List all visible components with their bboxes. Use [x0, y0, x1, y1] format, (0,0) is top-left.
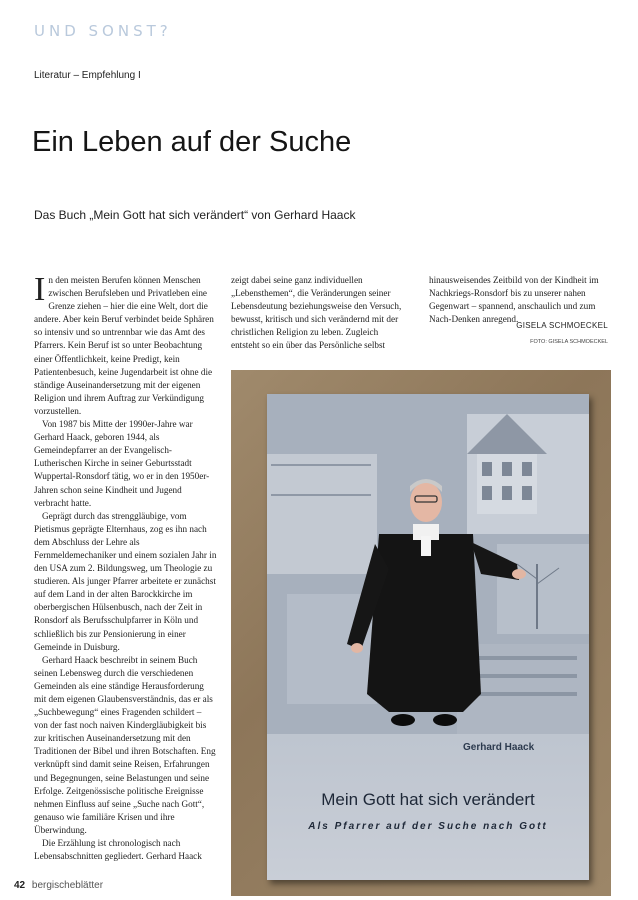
article-headline: Ein Leben auf der Suche — [32, 126, 352, 158]
paragraph: In den meisten Berufen können Menschen zwischen Berufsleben und Privatleben eine Grenze ziehen – hier die eine Welt, dort die andere. Aber kein Beruf verbindet beide Sphären so intensiv und so untrennbar wie das Amt des Pfarrers. Kein Beruf ist so unter Beobachtung einer Öffentlichkeit, keine Predigt, kein Patientenbesuch, keine Jugendarbeit ist ohne die ständige Auseinandersetzung mit der eigenen Religion und ihrem Auftrag zur Verkündigung vorzustellen. — [34, 271, 214, 416]
article-column-1 — [34, 271, 217, 863]
article-column-3 — [429, 274, 609, 326]
paragraph: Von 1987 bis Mitte der 1990er-Jahre war Gerhard Haack, geboren 1944, als Gemeindepfarrer an der Evangelisch-Lutherischen Kirche in seiner Geburtsstadt Wuppertal-Ronsdorf tätig, wo er in den 1950er-Jahren schon seine Kindheit und Jugend verbracht hatte. — [34, 419, 210, 508]
article-column-2 — [231, 274, 403, 353]
paragraph: Geprägt durch das strenggläubige, vom Pietismus geprägte Elternhaus, zog es ihn nach dem Abschluss der Lehre als Fernmeldemechaniker und einem sozialen Jahr in den USA zum 2. Bildungsweg, um Theologie zu studieren. Als junger Pfarrer arbeitete er zunächst auf dem Land in der alten Barockkirche im oberbergischen Hülsenbusch, nach der Zeit in Ronsdorf als Berufsschulpfarrer in Köln und schließlich bis zur Pensionierung in einer Gemeinde in Duisburg. — [34, 510, 217, 652]
book-cover-title: Mein Gott hat sich verändert — [321, 790, 535, 809]
page-footer — [14, 880, 103, 891]
author-byline: GISELA SCHMOECKEL — [516, 321, 608, 330]
paragraph: Gerhard Haack beschreibt in seinem Buch seinen Lebensweg durch die verschiedenen Gemeinden als eine ständige Herausforderung mit dem eigenen Glaubensverständnis, das er als „Suchbewegung“ eines Fragenden schildert – von der fast noch naiven Kindergläubigkeit bis zur kritischen Auseinandersetzung mit den Traditionen der Bibel und ihren Botschaften. Eng verknüpft sind damit seine Reisen, Erfahrungen und Begegnungen, seine Belastungen und seine Erfolge. Zeitgenössische politische Ereignisse nehmen Einfluss auf seine „Suche nach Gott“, genauso wie familiäre Krisen und ihre Überwindung. — [34, 654, 216, 835]
book-cover-subtitle: Als Pfarrer auf der Suche nach Gott — [308, 821, 548, 832]
book-cover-photo — [231, 370, 611, 896]
article-subhead: Das Buch „Mein Gott hat sich verändert“ von Gerhard Haack — [34, 208, 356, 222]
magazine-name: bergischeblätter — [31, 880, 104, 891]
paragraph: zeigt dabei seine ganz individuellen „Lebensthemen“, die Veränderungen seiner Lebensdeutung beziehungsweise den Versuch, bewusst, kritisch und sich verändernd mit der christlichen Religion zu leben. Zugleich entsteht so ein über das Persönliche selbst — [231, 275, 402, 351]
book-cover-author: Gerhard Haack — [463, 742, 535, 753]
photo-credit: FOTO: GISELA SCHMOECKEL — [530, 339, 608, 345]
drop-cap: I — [34, 271, 46, 308]
paragraph: hinausweisendes Zeitbild von der Kindheit im Nachkriegs-Ronsdorf bis zu unserer nahen Gegenwart – spannend, anschaulich und zum Nach-Denken anregend. — [429, 275, 599, 325]
book-cover — [267, 394, 589, 880]
cover-collage-illustration — [267, 394, 589, 734]
paragraph: Die Erzählung ist chronologisch nach Lebensabschnitten gegliedert. Gerhard Haack — [34, 838, 202, 862]
page-number: 42 — [14, 880, 26, 891]
category-label: Literatur – Empfehlung I — [34, 70, 141, 81]
section-kicker: UND SONST? — [34, 22, 172, 40]
